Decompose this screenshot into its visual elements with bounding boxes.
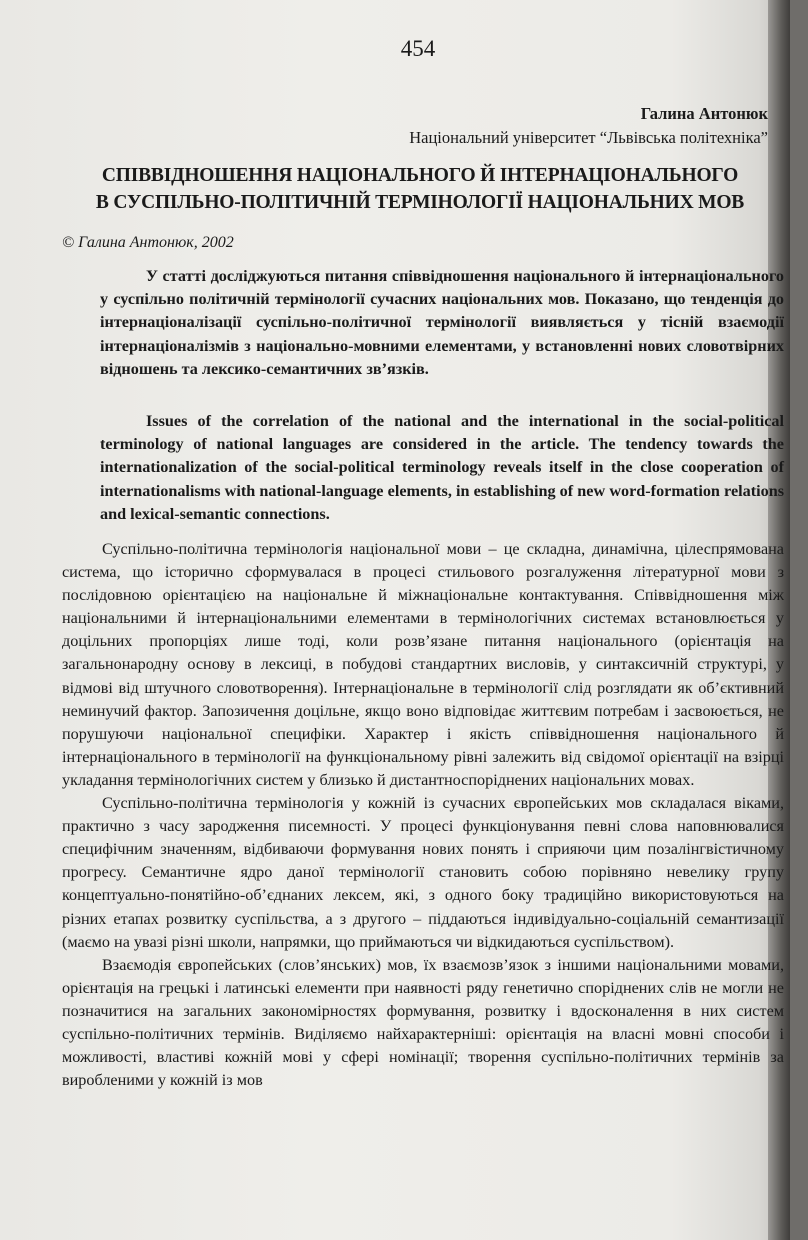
title-line-2: В СУСПІЛЬНО-ПОЛІТИЧНІЙ ТЕРМІНОЛОГІЇ НАЦІОНАЛЬНИХ МОВ bbox=[95, 192, 745, 213]
body-paragraph: Взаємодія європейських (слов’янських) мов, їх взаємозв’язок з іншими національними мовами, орієнтація на грецькі і латинські елементи при наявності ряду генетично споріднених слів не могли не позначитися на загальних закономірностях формування, розвитку і вдосконалення в них систем суспільно-політичних термінів. Виділяємо найхарактерніші: орієнтація на власні мовні способи і можливості, властиві кожній мові у сфері номінації; творення суспільно-політичних термінів за виробленими у кожній із мов bbox=[62, 955, 784, 1090]
abstract-ukrainian: У статті досліджуються питання співвідношення національного й інтернаціонального у суспільно політичній термінології сучасних національних мов. Показано, що тенденція до інтернаціоналізації суспільно-політичної термінології виявляється у тісній взаємодії інтернаціоналізмів з національно-мовними елементами, у встановленні нових словотвірних відношень та лексико-семантичних зв’язків. bbox=[100, 267, 784, 378]
article-title bbox=[40, 162, 800, 216]
page-number: 454 bbox=[400, 36, 436, 61]
abstract-english: Issues of the correlation of the national and the international in the social-political terminology of national languages are considered in the article. The tendency towards the internationalization of the social-political terminology reveals itself in the close cooperation of internationalisms with national-language elements, in establishing of new word-formation relations and lexical-semantic connections. bbox=[100, 412, 784, 523]
body-paragraph: Суспільно-політична термінологія у кожній із сучасних європейських мов складалася віками, практично з часу зародження писемності. У процесі функціонування певні слова наповнювалися специфічним значенням, відбиваючи формування нових понять і сприяючи цим позалінгвістичному прогресу. Семантичне ядро даної термінології становить собою порівняно невелику групу концептуально-понятійно-об’єднаних лексем, які, з одного боку традиційно використовуються на різних етапах розвитку суспільства, а з другого – піддаються індивідуально-соціальній семантизації (маємо на увазі різні школи, напрямки, що приймаються чи відкидаються суспільством). bbox=[62, 794, 784, 951]
article-body bbox=[62, 538, 784, 1092]
title-line-1: СПІВВІДНОШЕННЯ НАЦІОНАЛЬНОГО Й ІНТЕРНАЦІОНАЛЬНОГО bbox=[101, 165, 739, 186]
author-block bbox=[409, 102, 768, 150]
author-affiliation: Національний університет “Львівська політехніка” bbox=[409, 128, 768, 147]
body-paragraph: Суспільно-політична термінологія національної мови – це складна, динамічна, цілеспрямована система, що історично сформувалася в процесі стильового розгалуження літературної мови з послідовною орієнтацією на національне й міжнаціональне контактування. Співвідношення між національними й інтернаціональними елементами в термінологічних системах встановлюється у доцільних пропорціях лише тоді, коли розв’язане питання національного (орієнтація на загальнонародну основу в лексиці, в побудові стандартних висловів, у синтаксичній структурі, у відмові від штучного словотворення). Інтернаціональне в термінології слід розглядати як об’єктивний неминучий фактор. Запозичення доцільне, якщо воно відповідає життєвим потребам і засвоюється, не порушуючи національної специфіки. Характер і якість співвідношення національного й інтернаціонального в термінології на функціональному рівні залежить від свідомої орієнтації на взірці укладання термінологічних систем у близько й дистантноспоріднених національних мовах. bbox=[62, 540, 784, 789]
copyright-notice: © Галина Антонюк, 2002 bbox=[62, 234, 234, 251]
author-name: Галина Антонюк bbox=[640, 104, 768, 123]
